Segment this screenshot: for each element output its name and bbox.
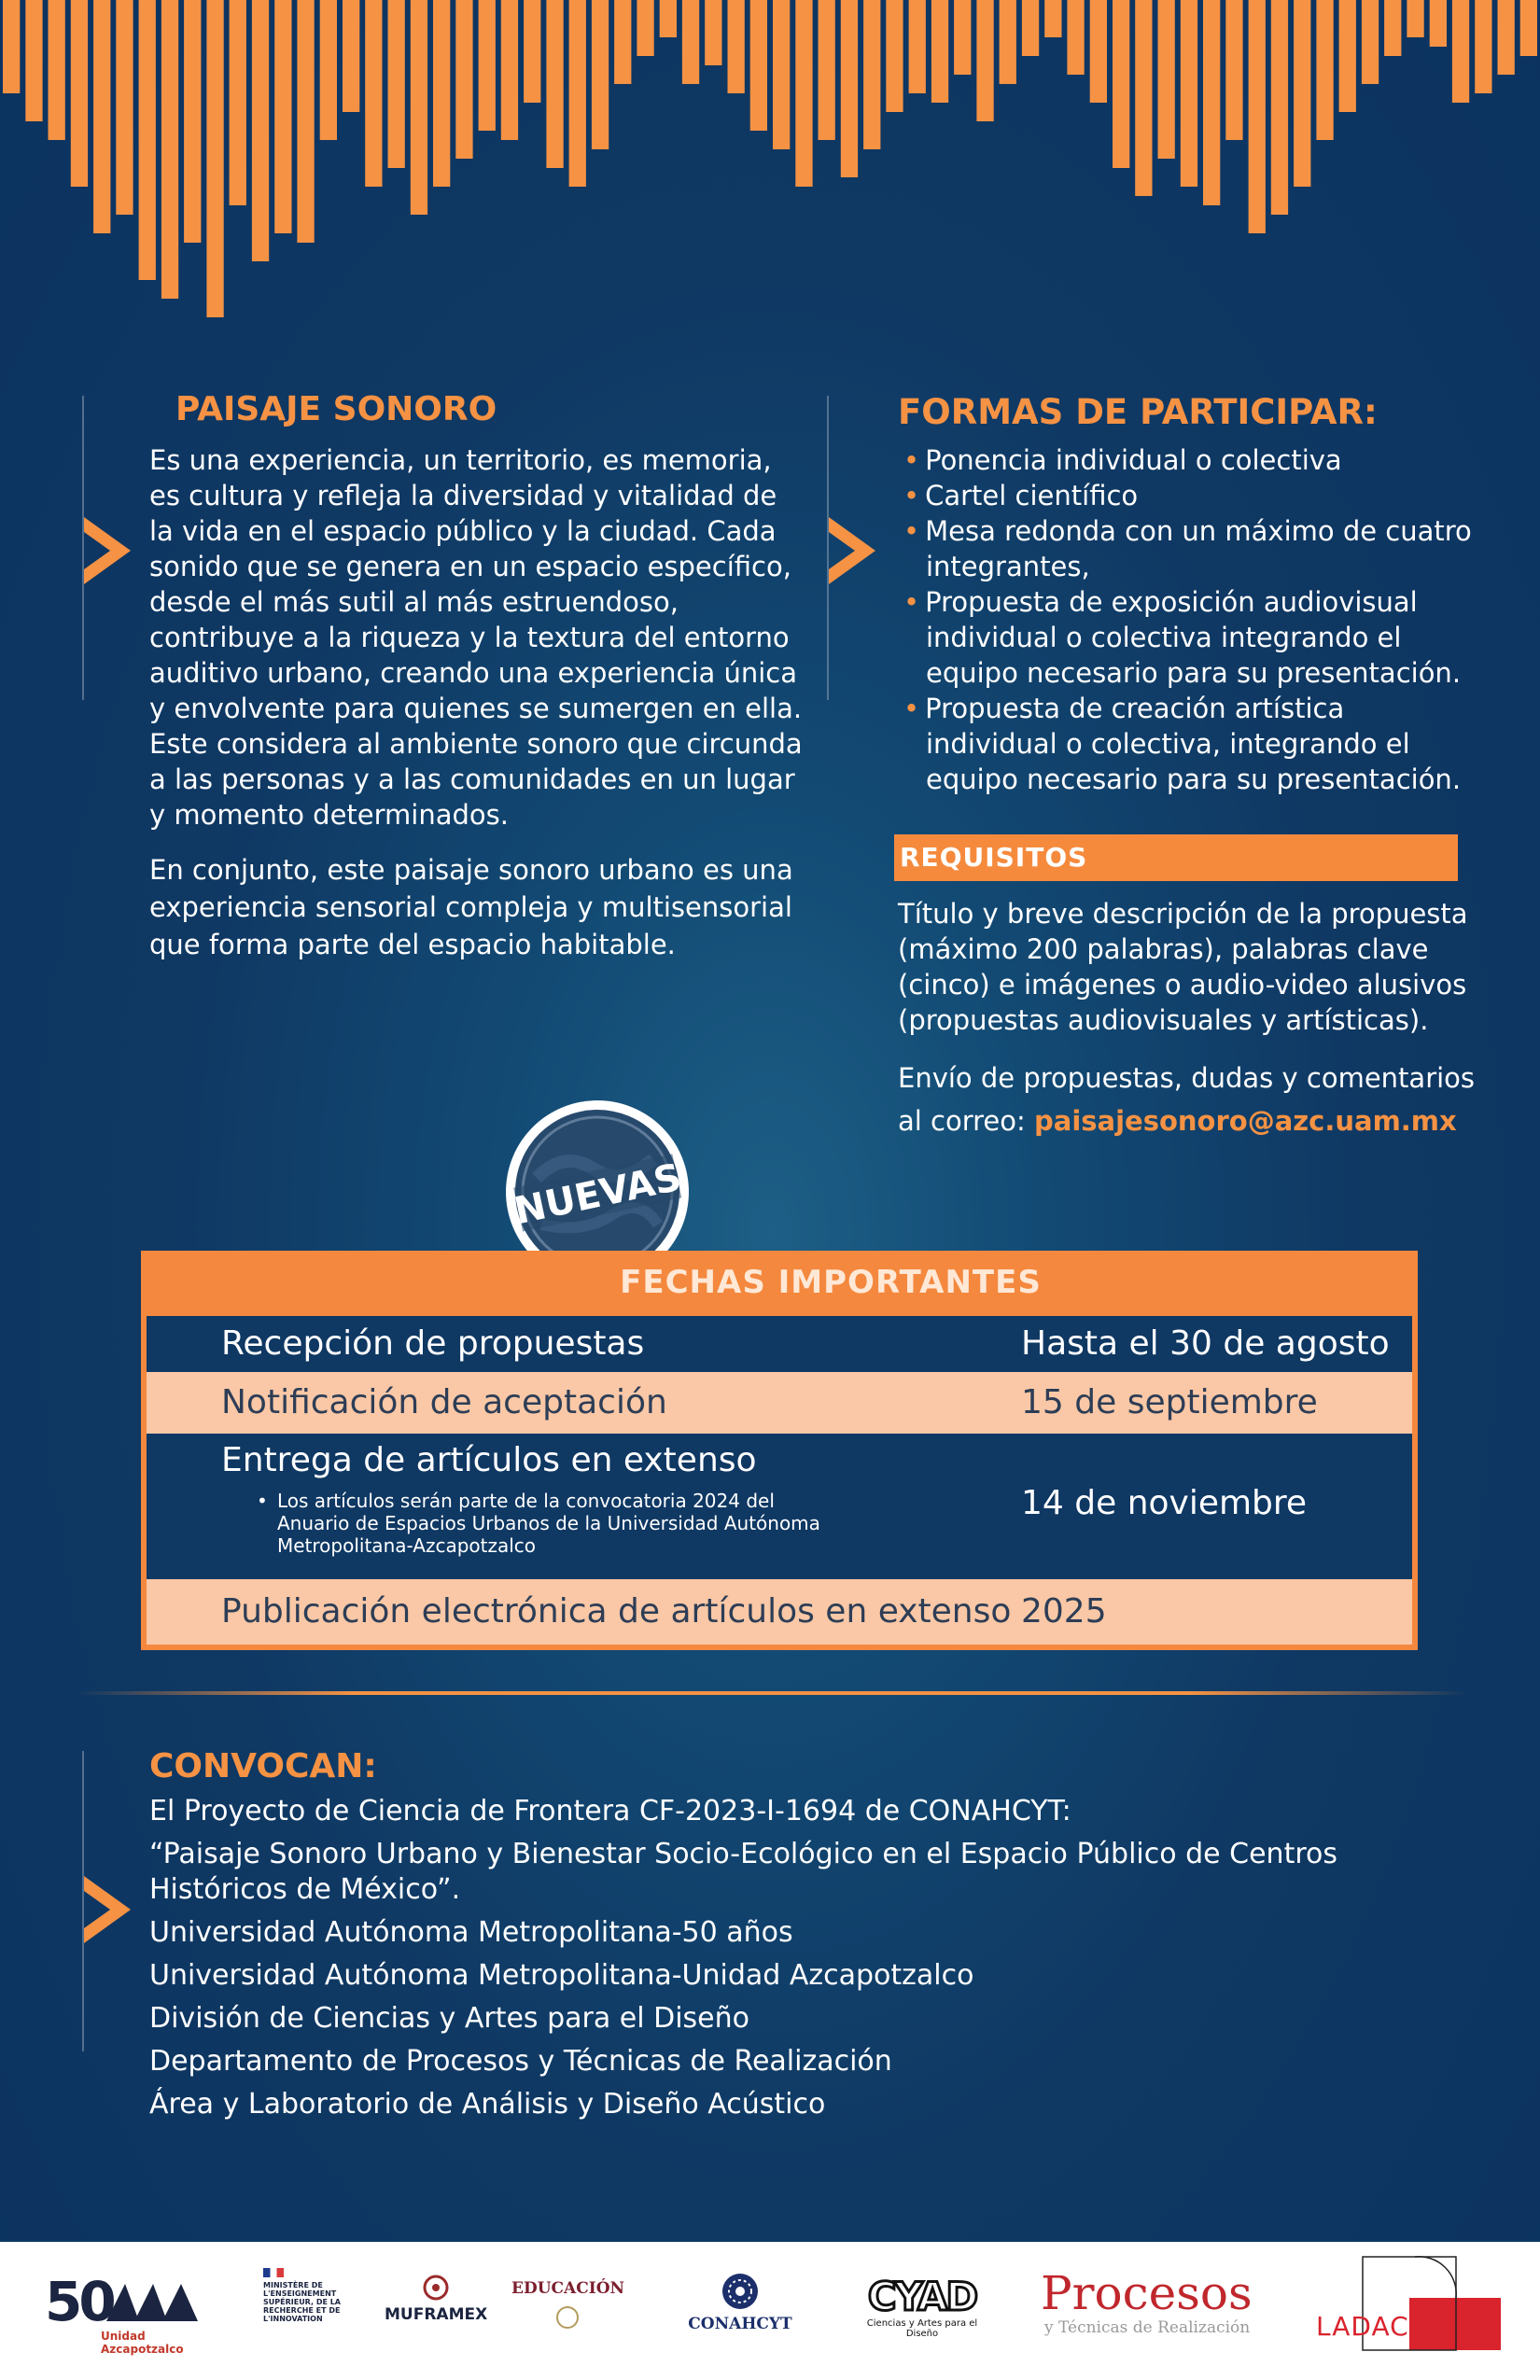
convocan-list bbox=[149, 1794, 1456, 2130]
sound-bar bbox=[976, 0, 993, 121]
sound-bar bbox=[1430, 0, 1447, 47]
sound-bar bbox=[1135, 0, 1152, 196]
sound-bar bbox=[660, 0, 677, 37]
sound-bar bbox=[795, 0, 812, 187]
sound-bar bbox=[343, 0, 359, 112]
muframex-logo: MUFRAMEX bbox=[385, 2274, 487, 2324]
sound-bar bbox=[954, 0, 971, 75]
bullet-icon: • bbox=[903, 480, 920, 511]
sound-bar bbox=[1520, 0, 1537, 56]
table-row bbox=[147, 1372, 1412, 1434]
sound-bar bbox=[1475, 0, 1491, 93]
sound-bar bbox=[1000, 0, 1016, 84]
convocan-line: Universidad Autónoma Metropolitana-50 años bbox=[149, 1916, 793, 1949]
sound-bar bbox=[1384, 0, 1401, 56]
table-row bbox=[147, 1316, 1412, 1372]
row-label: Notificación de aceptación bbox=[221, 1383, 667, 1421]
convocan-title: CONVOCAN: bbox=[149, 1747, 377, 1785]
footer-logos bbox=[0, 2242, 1540, 2380]
sound-bar bbox=[455, 0, 472, 159]
sound-bar bbox=[886, 0, 903, 112]
sound-bar bbox=[139, 0, 156, 280]
conahcyt-logo: CONAHCYT bbox=[679, 2272, 801, 2333]
convocan-line: División de Ciencias y Artes para el Diseño bbox=[149, 2002, 749, 2035]
list-item: • Ponencia individual o colectiva bbox=[903, 444, 1342, 476]
table-row bbox=[147, 1434, 1412, 1579]
bullet-icon: • bbox=[903, 586, 920, 618]
bullet-icon: • bbox=[903, 444, 920, 476]
paisaje-paragraph-2: En conjunto, este paisaje sonoro urbano es una experiencia sensorial compleja y multisensorial que forma parte del espacio habitable. bbox=[149, 854, 793, 960]
sound-bar bbox=[320, 0, 337, 140]
row-date: Hasta el 30 de agosto bbox=[1021, 1324, 1390, 1363]
sound-bar bbox=[433, 0, 450, 187]
cyad-logo: CYAD Ciencias y Artes para el Diseño bbox=[866, 2274, 978, 2339]
sound-bar bbox=[1181, 0, 1197, 187]
stamp-label: NUEVAS bbox=[511, 1155, 686, 1234]
sound-bar bbox=[750, 0, 767, 131]
sound-bar bbox=[546, 0, 563, 168]
row-label: Entrega de artículos en extenso bbox=[221, 1441, 757, 1479]
muframex-emblem-icon bbox=[422, 2274, 450, 2302]
sound-bar bbox=[1158, 0, 1175, 159]
sound-bar bbox=[1362, 0, 1379, 84]
list-item: • Propuesta de creación artística individual o colectiva, integrando el equipo necesario para su presentación. bbox=[903, 693, 1462, 795]
ladac-logo: LADAC bbox=[1314, 2251, 1501, 2363]
sound-bar bbox=[1498, 0, 1515, 75]
sound-bar bbox=[863, 0, 880, 149]
fechas-title: FECHAS IMPORTANTES bbox=[620, 1264, 1042, 1301]
sound-bar bbox=[184, 0, 201, 243]
sound-bar bbox=[819, 0, 835, 140]
row-date: 14 de noviembre bbox=[1021, 1484, 1308, 1522]
sound-bar bbox=[1022, 0, 1039, 56]
paisaje-title: PAISAJE SONORO bbox=[175, 390, 497, 428]
convocan-line: El Proyecto de Ciencia de Frontera CF-2023-I-1694 de CONAHCYT: bbox=[149, 1795, 1071, 1827]
chevron-right-icon bbox=[827, 515, 879, 586]
sound-bar bbox=[252, 0, 269, 261]
paisaje-paragraph-1: Es una experiencia, un territorio, es memoria, es cultura y refleja la diversidad y vitalidad de la vida en el espacio público y la ciudad. Cada sonido que se genera en un espacio específico, desde el más sutil al más estruendoso, contribuye a la riqueza y la textura del entorno auditivo urbano, creando una experiencia única y envolvente para quienes se sumergen en ella. Este considera al ambiente sonoro que circunda a las personas y a las comunidades en un lugar y momento determinados. bbox=[149, 444, 803, 831]
sound-bar bbox=[637, 0, 653, 56]
convocan-line: Departamento de Procesos y Técnicas de Realización bbox=[149, 2045, 892, 2078]
sound-bar bbox=[388, 0, 405, 168]
educacion-logo: EDUCACIÓN bbox=[511, 2279, 623, 2333]
ladac-lines-icon bbox=[1359, 2255, 1462, 2358]
sound-bar bbox=[230, 0, 246, 205]
sound-bar bbox=[411, 0, 427, 215]
sound-bar bbox=[1271, 0, 1288, 215]
sound-bar bbox=[1249, 0, 1266, 233]
fechas-header bbox=[141, 1251, 1418, 1316]
sound-bar bbox=[71, 0, 88, 187]
bullet-icon: • bbox=[903, 515, 920, 547]
sound-bar bbox=[206, 0, 223, 317]
sound-bar bbox=[773, 0, 790, 149]
sound-bar bbox=[297, 0, 314, 243]
sound-bar bbox=[3, 0, 20, 93]
sound-wave-decoration bbox=[0, 0, 1540, 336]
sound-bar bbox=[1090, 0, 1107, 103]
sound-bar bbox=[705, 0, 721, 65]
list-item: • Mesa redonda con un máximo de cuatro integrantes, bbox=[903, 515, 1472, 582]
envio-label: Envío de propuestas, dudas y comentarios al correo: bbox=[898, 1062, 1476, 1137]
paisaje-body bbox=[149, 442, 803, 963]
bullet-icon: • bbox=[257, 1490, 268, 1512]
fechas-table bbox=[141, 1251, 1418, 1650]
sound-bar bbox=[1339, 0, 1356, 112]
sound-bar bbox=[909, 0, 926, 93]
sound-bar bbox=[614, 0, 631, 84]
sound-bar bbox=[1113, 0, 1129, 168]
sound-bar bbox=[479, 0, 496, 131]
sound-bar bbox=[49, 0, 65, 140]
requisitos-body bbox=[898, 896, 1477, 1142]
sound-bar bbox=[501, 0, 518, 140]
requisitos-title: REQUISITOS bbox=[900, 842, 1088, 873]
uam-50-logo: 50 Unidad Azcapotzalco bbox=[45, 2270, 203, 2356]
list-item: • Cartel científico bbox=[903, 480, 1139, 511]
convocan-line: Área y Laboratorio de Análisis y Diseño Acústico bbox=[149, 2088, 826, 2121]
list-item: • Propuesta de exposición audiovisual individual o colectiva integrando el equipo necesario para su presentación. bbox=[903, 586, 1462, 689]
bullet-icon: • bbox=[903, 693, 920, 724]
sound-bar bbox=[1203, 0, 1220, 205]
sound-bar bbox=[1067, 0, 1084, 75]
table-row bbox=[147, 1579, 1412, 1645]
formas-title: FORMAS DE PARTICIPAR: bbox=[898, 392, 1378, 432]
sound-bar bbox=[161, 0, 178, 299]
section-divider bbox=[77, 1691, 1467, 1695]
sound-bar bbox=[25, 0, 42, 121]
conahcyt-emblem-icon bbox=[721, 2272, 760, 2311]
escudo-icon bbox=[553, 2305, 581, 2330]
email-link[interactable]: paisajesonoro@azc.uam.mx bbox=[1034, 1105, 1457, 1137]
chevron-right-icon bbox=[82, 515, 134, 586]
sound-bar bbox=[931, 0, 948, 103]
sound-bar bbox=[274, 0, 291, 233]
row-note: • Los artículos serán parte de la convocatoria 2024 del Anuario de Espacios Urbanos de la Universidad Autónoma Metropolitana-Azcapotzalco bbox=[257, 1490, 820, 1557]
sound-bar bbox=[569, 0, 586, 187]
sound-bar bbox=[1294, 0, 1310, 187]
sound-bar bbox=[116, 0, 133, 215]
sound-bar bbox=[93, 0, 110, 233]
convocan-line: Universidad Autónoma Metropolitana-Unidad Azcapotzalco bbox=[149, 1959, 974, 1992]
sound-bar bbox=[682, 0, 699, 84]
requisitos-header bbox=[894, 834, 1458, 881]
sound-bar bbox=[365, 0, 382, 187]
convocan-line: “Paisaje Sonoro Urbano y Bienestar Socio-Ecológico en el Espacio Público de Centros Históricos de México”. bbox=[149, 1838, 1337, 1906]
flag-icon bbox=[263, 2268, 284, 2277]
row-date: 15 de septiembre bbox=[1021, 1383, 1318, 1421]
ministere-logo: MINISTÈRE DE L'ENSEIGNEMENT SUPÉRIEUR, DE LA RECHERCHE ET DE L'INNOVATION bbox=[263, 2268, 349, 2323]
sound-bar bbox=[1044, 0, 1061, 37]
row-label: Publicación electrónica de artículos en extenso bbox=[221, 1592, 1012, 1631]
sound-bar bbox=[592, 0, 609, 149]
sound-bar bbox=[1407, 0, 1423, 37]
row-date: 2025 bbox=[1021, 1592, 1107, 1631]
uam-mark-icon bbox=[106, 2279, 200, 2326]
sound-bar bbox=[1316, 0, 1333, 140]
requisitos-text: Título y breve descripción de la propuesta (máximo 200 palabras), palabras clave (cinco) e imágenes o audio-video alusivos (propuestas audiovisuales y artísticas). bbox=[898, 898, 1468, 1036]
row-label: Recepción de propuestas bbox=[221, 1324, 645, 1363]
sound-bar bbox=[841, 0, 858, 177]
formas-list bbox=[894, 442, 1473, 797]
sound-bar bbox=[1452, 0, 1469, 103]
envio-text bbox=[898, 1057, 1477, 1142]
sound-bar bbox=[1225, 0, 1242, 140]
sound-bar bbox=[728, 0, 745, 93]
procesos-logo: Procesos y Técnicas de Realización bbox=[1041, 2266, 1253, 2337]
chevron-right-icon bbox=[82, 1874, 134, 1945]
sound-bar bbox=[524, 0, 540, 103]
